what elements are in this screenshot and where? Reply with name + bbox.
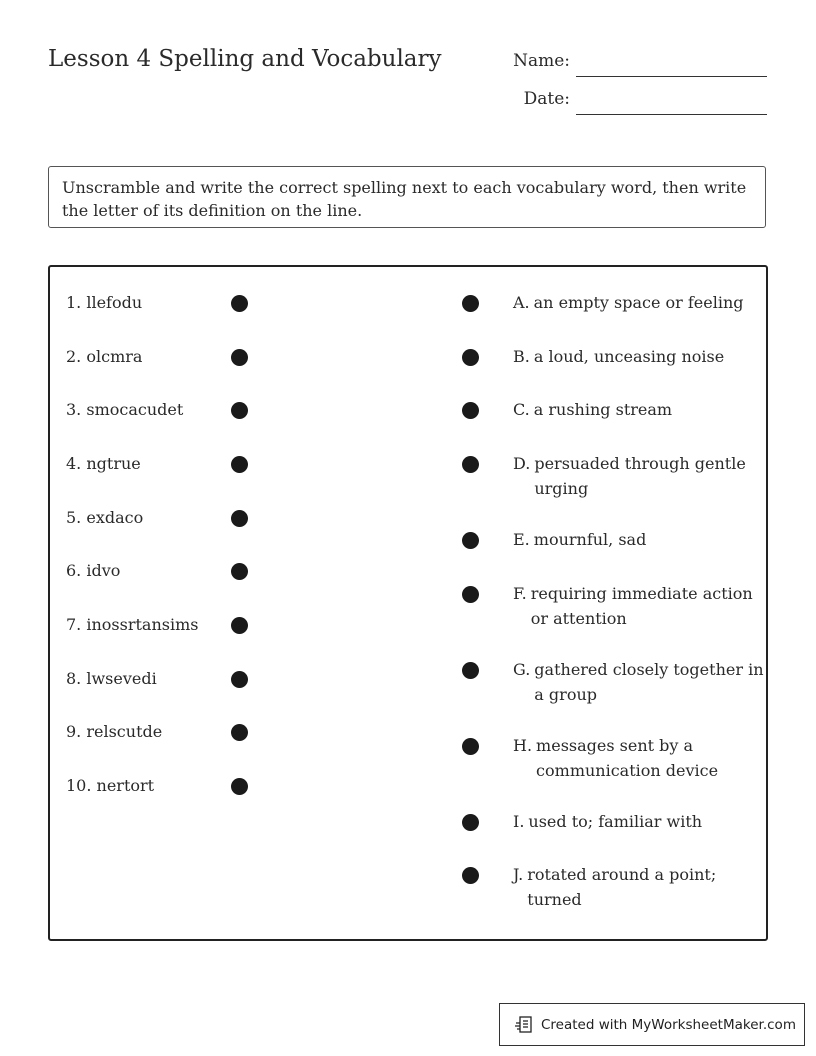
date-field-line[interactable]	[576, 114, 767, 115]
vocabulary-word: 1. llefodu	[66, 293, 143, 312]
definition-letter: J.	[513, 865, 524, 884]
vocabulary-word: 9. relscutde	[66, 722, 163, 741]
definition-item	[513, 809, 768, 834]
definition-letter: A.	[513, 293, 530, 312]
definition-letter: H.	[513, 736, 533, 755]
definition-match-dot[interactable]	[462, 349, 479, 366]
definition-item	[513, 657, 774, 707]
definition-letter: I.	[513, 812, 525, 831]
word-match-dot[interactable]	[231, 295, 248, 312]
definition-text: used to; familiar with	[528, 812, 703, 831]
definition-item	[513, 451, 774, 501]
definition-text: persuaded through gentle urging	[534, 454, 746, 498]
word-match-dot[interactable]	[231, 617, 248, 634]
word-match-dot[interactable]	[231, 510, 248, 527]
word-match-dot[interactable]	[231, 349, 248, 366]
definition-letter: G.	[513, 660, 531, 679]
definition-text: requiring immediate action or attention	[530, 584, 753, 628]
definition-letter: C.	[513, 400, 530, 419]
name-label: Name:	[513, 51, 570, 71]
definition-match-dot[interactable]	[462, 662, 479, 679]
name-field-line[interactable]	[576, 76, 767, 77]
definition-text: a rushing stream	[533, 400, 673, 419]
vocabulary-word: 4. ngtrue	[66, 454, 141, 473]
credit-badge[interactable]	[499, 1003, 805, 1046]
definition-match-dot[interactable]	[462, 867, 479, 884]
page-title: Lesson 4 Spelling and Vocabulary	[48, 46, 442, 72]
definition-item	[513, 290, 774, 315]
date-label: Date:	[523, 89, 570, 109]
instructions-box: Unscramble and write the correct spelling next to each vocabulary word, then write the letter of its definition on the line.	[48, 166, 766, 228]
definition-letter: D.	[513, 454, 531, 473]
definition-text: gathered closely together in a group	[534, 660, 764, 704]
credit-text: Created with MyWorksheetMaker.com	[541, 1016, 796, 1033]
definition-match-dot[interactable]	[462, 738, 479, 755]
definition-match-dot[interactable]	[462, 814, 479, 831]
definition-letter: F.	[513, 584, 527, 603]
definition-item	[513, 344, 774, 369]
definition-text: rotated around a point; turned	[527, 865, 717, 909]
word-match-dot[interactable]	[231, 671, 248, 688]
definition-text: a loud, unceasing noise	[533, 347, 725, 366]
vocabulary-word: 8. lwsevedi	[66, 669, 157, 688]
worksheet-maker-logo-icon	[514, 1015, 534, 1035]
definition-item	[513, 862, 767, 912]
vocabulary-word: 2. olcmra	[66, 347, 143, 366]
definition-match-dot[interactable]	[462, 456, 479, 473]
word-match-dot[interactable]	[231, 724, 248, 741]
definition-item	[513, 397, 774, 422]
vocabulary-word: 5. exdaco	[66, 508, 144, 527]
vocabulary-word: 7. inossrtansims	[66, 615, 199, 634]
definition-letter: E.	[513, 530, 530, 549]
definition-text: messages sent by a communication device	[536, 736, 719, 780]
definition-letter: B.	[513, 347, 530, 366]
definition-match-dot[interactable]	[462, 295, 479, 312]
definition-text: an empty space or feeling	[533, 293, 744, 312]
word-match-dot[interactable]	[231, 402, 248, 419]
definition-item	[513, 527, 774, 552]
vocabulary-word: 10. nertort	[66, 776, 155, 795]
definition-match-dot[interactable]	[462, 586, 479, 603]
word-match-dot[interactable]	[231, 778, 248, 795]
vocabulary-word: 3. smocacudet	[66, 400, 184, 419]
definition-item	[513, 733, 776, 783]
definition-match-dot[interactable]	[462, 402, 479, 419]
vocabulary-word: 6. idvo	[66, 561, 121, 580]
word-match-dot[interactable]	[231, 563, 248, 580]
definition-text: mournful, sad	[533, 530, 647, 549]
word-match-dot[interactable]	[231, 456, 248, 473]
definition-match-dot[interactable]	[462, 532, 479, 549]
definition-item	[513, 581, 771, 631]
